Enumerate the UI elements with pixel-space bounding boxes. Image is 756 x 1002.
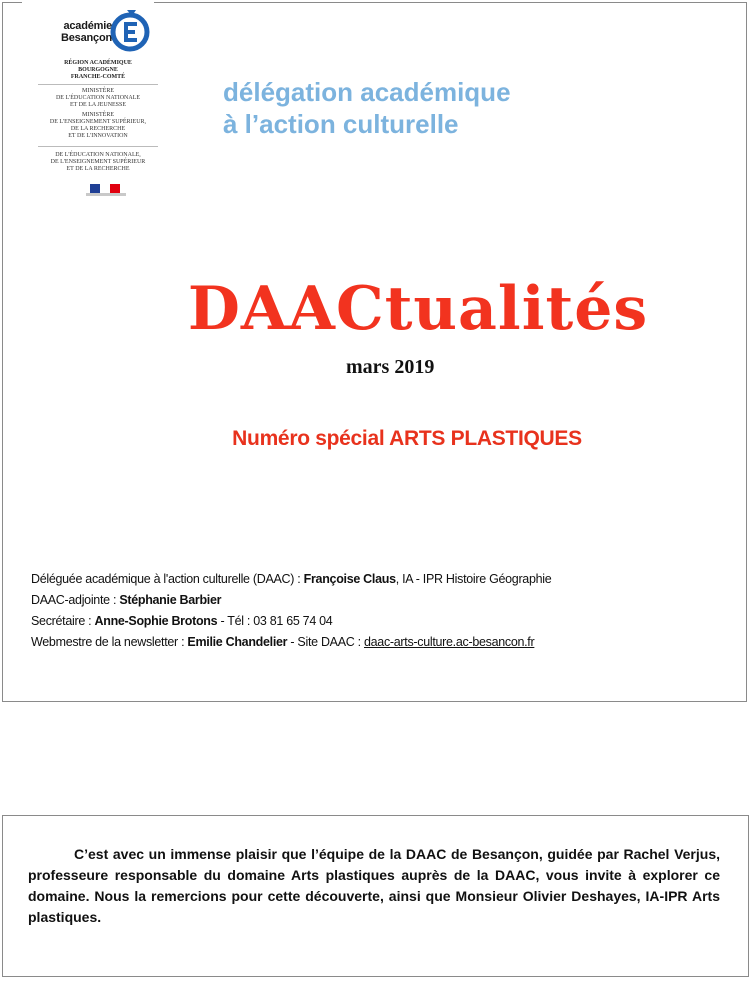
ministry-higher-education-label: MINISTÈRE DE L'ENSEIGNEMENT SUPÉRIEUR, DE LA RECHERCHE ET DE L'INNOVATION [49, 112, 147, 139]
newsletter-title: DAACtualités [187, 274, 649, 344]
special-issue-label: Numéro spécial ARTS PLASTIQUES [232, 427, 582, 450]
french-flag-icon [90, 181, 122, 191]
ministry-education-label: MINISTÈRE DE L'ÉDUCATION NATIONALE ET DE LA JEUNESSE [55, 88, 141, 108]
logo-divider [38, 146, 158, 147]
region-label: RÉGION ACADÉMIQUE BOURGOGNE FRANCHE-COMTÉ [64, 60, 132, 80]
logo-divider [38, 84, 158, 85]
academy-e-badge-icon [110, 8, 150, 54]
intro-paragraph: C’est avec un immense plaisir que l’équipe de la DAAC de Besançon, guidée par Rachel Verjus, professeure responsable du domaine Arts plastiques auprès de la DAAC, vous invite à explorer ce domaine. Nous la remercions pour cette découverte, ainsi que Monsieur Olivier Deshayes, IA-IPR Arts plastiques. [28, 846, 720, 925]
credits-secretary: Secrétaire : Anne-Sophie Brotons - Tél : 03 81 65 74 04 [31, 614, 333, 628]
credits-block [31, 569, 551, 653]
issue-date: mars 2019 [346, 356, 435, 378]
daac-header [223, 76, 511, 140]
ministry-secondary-label: DE L'ÉDUCATION NATIONALE, DE L'ENSEIGNEMENT SUPÉRIEUR ET DE LA RECHERCHE [50, 152, 146, 172]
daac-header-line2: à l’action culturelle [223, 109, 459, 139]
academy-logo [22, 0, 154, 205]
academy-name: académie Besançon [61, 20, 112, 44]
credits-delegate: Déléguée académique à l'action culturelle (DAAC) : Françoise Claus, IA - IPR Histoire Géographie [31, 572, 552, 586]
flag-caption [86, 193, 126, 196]
daac-header-line1: délégation académique [223, 77, 511, 107]
credits-deputy: DAAC-adjointe : Stéphanie Barbier [31, 593, 222, 607]
credits-webmaster: Webmestre de la newsletter : Emilie Chandelier - Site DAAC : daac-arts-culture.ac-besancon.fr [31, 635, 535, 649]
daac-site-link[interactable]: daac-arts-culture.ac-besancon.fr [364, 635, 535, 649]
